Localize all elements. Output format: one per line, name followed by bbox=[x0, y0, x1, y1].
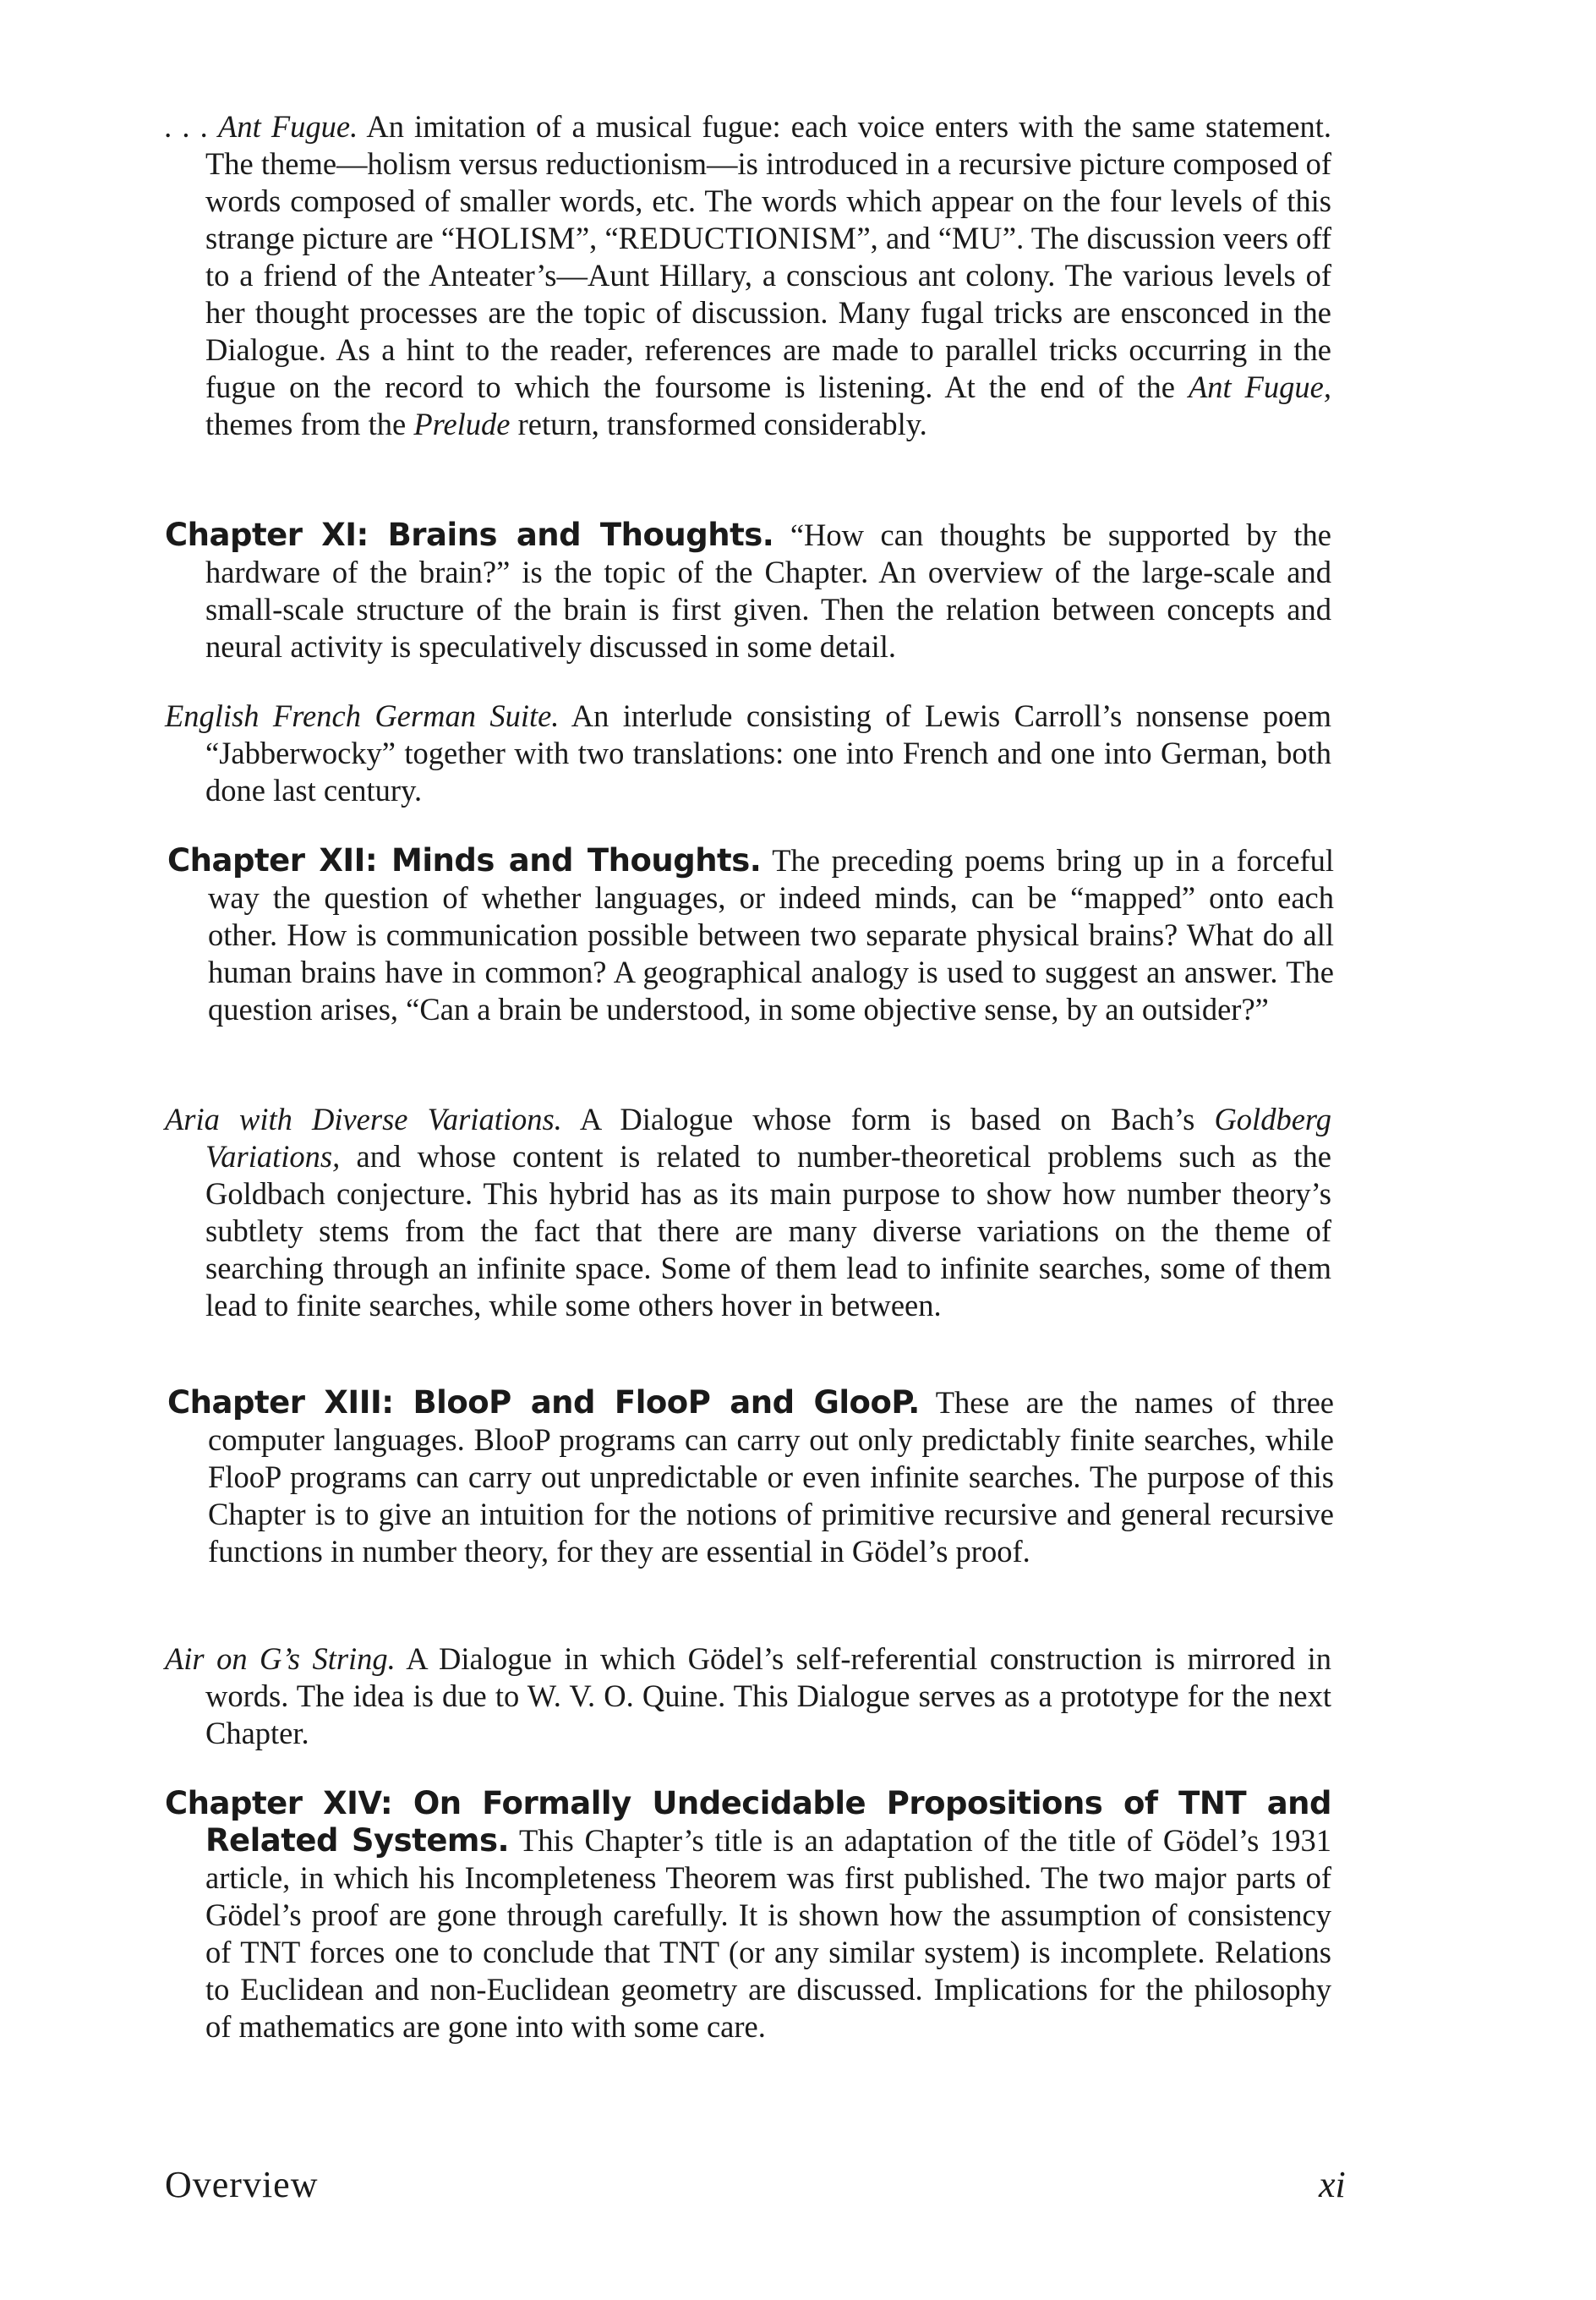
term-holism: HOLISM bbox=[455, 221, 576, 255]
entry-text: The preceding poems bring up in a forceful way the question of whether languages, or indeed minds, can be “mapped” onto each other. How is communication possible between two separate physical brains? What do all human brains have in common? A geographical analogy is used to suggest an answer. The question arises, “Can a brain be understood, in some objective sense, by an outsider?” bbox=[208, 843, 1334, 1027]
entry-aria bbox=[165, 1101, 1331, 1324]
entry-text: An imitation of a musical fugue: each voice enters with the same statement. The theme—holism versus reductionism—is introduced in a recursive picture composed of words composed of smaller words, etc. The words which appear on the four levels of this strange picture are “ bbox=[205, 109, 1331, 255]
term-reductionism: REDUCTIONISM bbox=[618, 221, 857, 255]
entry-text: This Chapter’s title is an adaptation of the title of Gödel’s 1931 article, in which his Incompleteness Theorem was first published. The two major parts of Gödel’s proof are gone through carefully. It is shown how the assumption of consistency of TNT forces one to conclude that TNT (or any similar system) is incomplete. Relations to Euclidean and non-Euclidean geometry are discussed. Implications for the philosophy of mathematics are gone into with some care. bbox=[205, 1823, 1331, 2044]
entry-text: themes from the bbox=[205, 407, 414, 441]
entry-text: ”, and “ bbox=[856, 221, 953, 255]
entry-title: English French German Suite. bbox=[165, 698, 560, 733]
chapter-heading: Chapter XIII: BlooP and FlooP and GlooP. bbox=[167, 1384, 920, 1421]
running-footer-section: Overview bbox=[165, 2164, 319, 2205]
entry-text: ”. The discussion veers off to a friend of the Anteater’s—Aunt Hillary, a conscious ant colony. The various levels of her thought processes are the topic of discussion. Many fugal tricks are ensconced in the Dialogue. As a hint to the reader, references are made to parallel tricks occurring in the fugue on the record to which the foursome is listening. At the end of the bbox=[205, 221, 1331, 404]
title-ref: Prelude bbox=[413, 407, 511, 441]
entry-chapter-xiv bbox=[165, 1785, 1331, 2045]
entry-chapter-xi bbox=[165, 517, 1331, 665]
entry-air-on-gs-string bbox=[165, 1640, 1331, 1752]
entry-title: Air on G’s String. bbox=[165, 1641, 396, 1676]
chapter-heading: Chapter XII: Minds and Thoughts. bbox=[167, 842, 762, 879]
entry-chapter-xii bbox=[167, 842, 1334, 1028]
entry-title: . . . Ant Fugue. bbox=[165, 109, 358, 144]
entry-text: A Dialogue in which Gödel’s self-referential construction is mirrored in words. The idea is due to W. V. O. Quine. This Dialogue serves as a prototype for the next Chapter. bbox=[205, 1641, 1332, 1750]
entry-text: A Dialogue whose form is based on Bach’s bbox=[561, 1102, 1215, 1136]
title-ref: Goldberg Variations, bbox=[205, 1102, 1331, 1174]
entry-chapter-xiii bbox=[167, 1384, 1334, 1570]
chapter-heading: Chapter XIV: On Formally Undecidable Propositions of TNT and Related Systems. bbox=[165, 1785, 1331, 1859]
page-number: xi bbox=[1319, 2164, 1346, 2205]
entry-text: ”, “ bbox=[575, 221, 619, 255]
term-mu: MU bbox=[952, 221, 1003, 255]
entry-text: An interlude consisting of Lewis Carroll’s nonsense poem “Jabberwocky” together with two translations: one into French and one into German, both done last century. bbox=[205, 698, 1332, 808]
entry-efg-suite bbox=[165, 698, 1331, 809]
entry-title: Aria with Diverse Variations. bbox=[165, 1102, 562, 1136]
entry-text: “How can thoughts be supported by the hardware of the brain?” is the topic of the Chapter. An overview of the large-scale and small-scale structure of the brain is first given. Then the relation between concepts and neural activity is speculatively discussed in some detail. bbox=[205, 518, 1331, 664]
entry-text: These are the names of three computer languages. BlooP programs can carry out only predictably finite searches, while FlooP programs can carry out unpredictable or even infinite searches. The purpose of this Chapter is to give an intuition for the notions of primitive recursive and general recursive functions in number theory, for they are essential in Gödel’s proof. bbox=[208, 1385, 1334, 1569]
chapter-heading: Chapter XI: Brains and Thoughts. bbox=[165, 517, 774, 553]
entry-text: return, transformed considerably. bbox=[510, 407, 927, 441]
entry-ant-fugue bbox=[165, 108, 1331, 443]
entry-text: and whose content is related to number-theoretical problems such as the Goldbach conjecture. This hybrid has as its main purpose to show how number theory’s subtlety stems from the fact that there are many diverse variations on the theme of searching through an infinite space. Some of them lead to infinite searches, some of them lead to finite searches, while some others hover in between. bbox=[205, 1139, 1331, 1322]
title-ref: Ant Fugue, bbox=[1188, 370, 1331, 404]
